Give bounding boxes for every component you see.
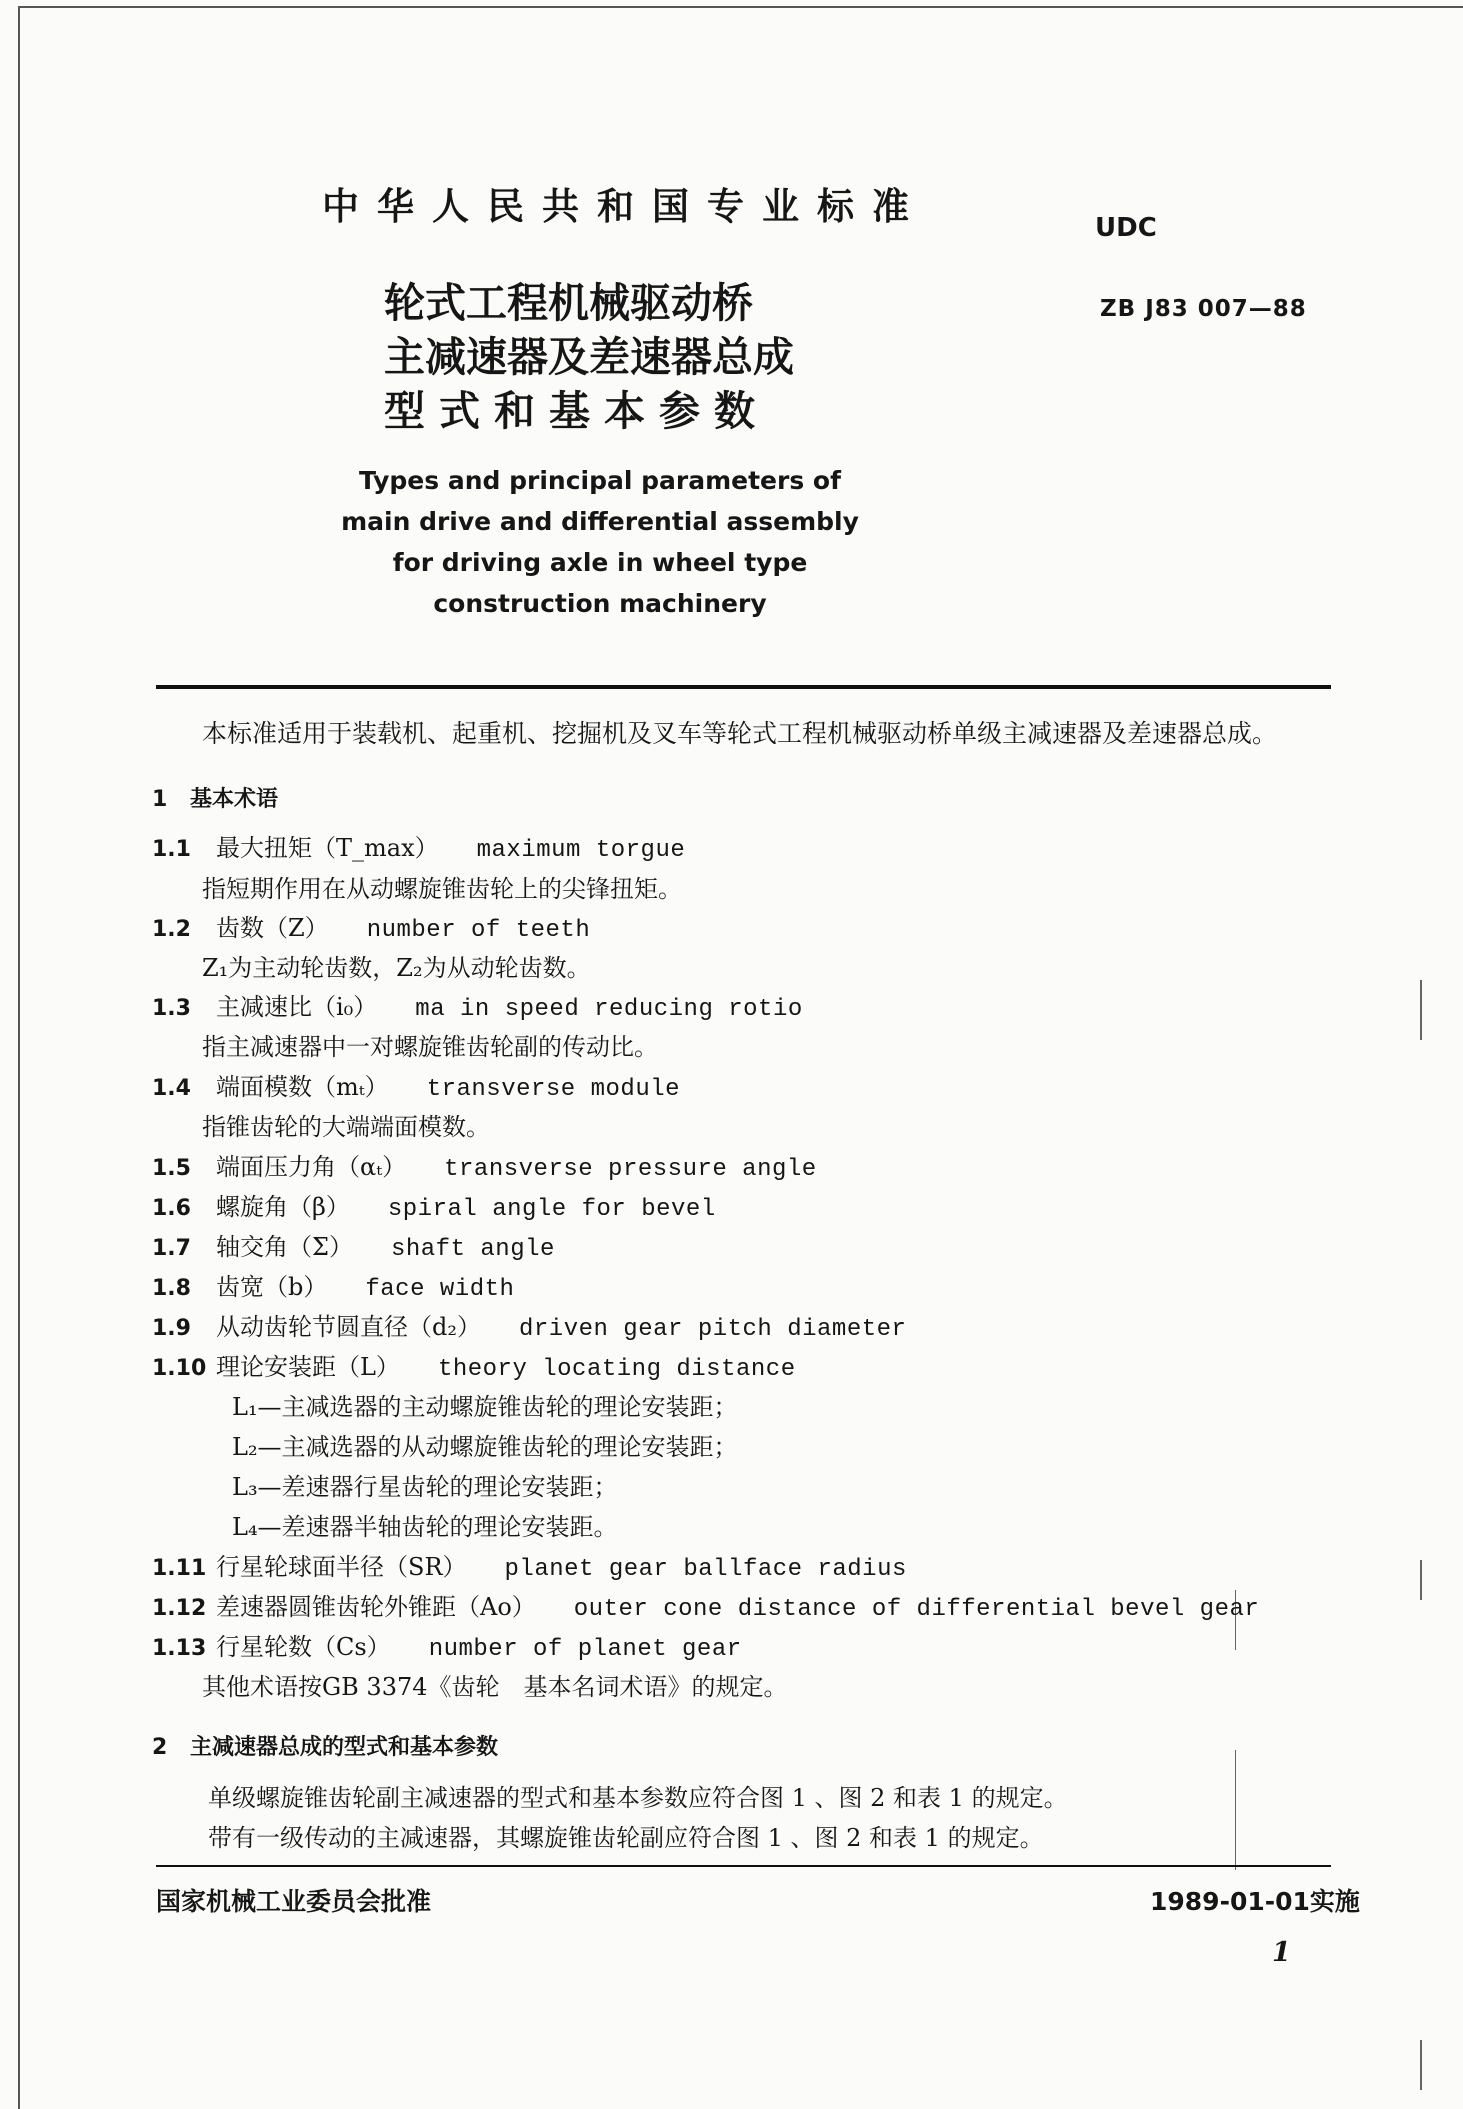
title-cn-line: 主减速器及差速器总成 xyxy=(384,333,794,381)
footer-divider xyxy=(156,1865,1331,1867)
other-terms-note: 其他术语按GB 3374《齿轮 基本名词术语》的规定。 xyxy=(202,1673,788,1701)
section-2-paragraph: 带有一级传动的主减速器，其螺旋锥齿轮副应符合图 1 、图 2 和表 1 的规定。 xyxy=(208,1824,1044,1852)
term-1-1: 1.1 最大扭矩（T_max） maximum torgue xyxy=(152,834,686,864)
page-border-top xyxy=(18,6,1463,8)
section-number: 2 xyxy=(152,1735,168,1760)
term-description: L₂—主减选器的从动螺旋锥齿轮的理论安装距； xyxy=(232,1433,738,1461)
section-title: 基本术语 xyxy=(190,787,279,812)
title-en-line: for driving axle in wheel type xyxy=(392,548,808,577)
national-standard-heading: 中华人民共和国专业标准 xyxy=(322,185,927,228)
term-1-3: 1.3 主减速比（i₀） ma in speed reducing rotio xyxy=(152,993,803,1023)
standard-number: ZB J83 007—88 xyxy=(1100,296,1307,322)
section-2-heading xyxy=(152,1730,498,1761)
term-description: Z₁为主动轮齿数，Z₂为从动轮齿数。 xyxy=(202,954,591,982)
term-1-4: 1.4 端面模数（mₜ） transverse module xyxy=(152,1073,681,1103)
term-description: 指短期作用在从动螺旋锥齿轮上的尖锋扭矩。 xyxy=(202,875,682,903)
term-description: 指锥齿轮的大端端面模数。 xyxy=(202,1113,490,1141)
term-1-11: 1.11 行星轮球面半径（SR） planet gear ballface radius xyxy=(152,1553,907,1583)
scan-mark xyxy=(1235,1750,1236,1870)
scan-mark xyxy=(1420,980,1422,1040)
term-description: L₃—差速器行星齿轮的理论安装距； xyxy=(232,1473,618,1501)
term-description: L₄—差速器半轴齿轮的理论安装距。 xyxy=(232,1513,618,1541)
term-1-13: 1.13 行星轮数（Cs） number of planet gear xyxy=(152,1633,742,1663)
term-1-2: 1.2 齿数（Z） number of teeth xyxy=(152,914,591,944)
title-chinese xyxy=(384,276,794,438)
term-1-10: 1.10 理论安装距（L） theory locating distance xyxy=(152,1353,796,1383)
term-description: L₁—主减选器的主动螺旋锥齿轮的理论安装距； xyxy=(232,1393,738,1421)
title-cn-line: 轮式工程机械驱动桥 xyxy=(384,279,753,327)
header-divider xyxy=(156,685,1331,689)
scan-mark xyxy=(1420,1560,1422,1600)
term-1-7: 1.7 轴交角（Σ） shaft angle xyxy=(152,1233,555,1263)
section-title: 主减速器总成的型式和基本参数 xyxy=(190,1735,499,1760)
title-en-line: main drive and differential assembly xyxy=(341,507,859,536)
section-2-paragraph: 单级螺旋锥齿轮副主减速器的型式和基本参数应符合图 1 、图 2 和表 1 的规定。 xyxy=(208,1784,1068,1812)
term-1-5: 1.5 端面压力角（αₜ） transverse pressure angle xyxy=(152,1153,817,1183)
term-1-8: 1.8 齿宽（b） face width xyxy=(152,1273,515,1303)
effective-date: 1989-01-01实施 xyxy=(1150,1887,1360,1916)
title-en-line: construction machinery xyxy=(433,589,767,618)
term-description: 指主减速器中一对螺旋锥齿轮副的传动比。 xyxy=(202,1033,658,1061)
title-cn-line: 型式和基本参数 xyxy=(384,387,769,435)
section-number: 1 xyxy=(152,787,168,812)
approval-authority: 国家机械工业委员会批准 xyxy=(156,1887,432,1916)
section-1-heading xyxy=(152,782,278,813)
scope-paragraph: 本标准适用于装载机、起重机、挖掘机及叉车等轮式工程机械驱动桥单级主减速器及差速器总成。 xyxy=(202,719,1278,748)
udc-label: UDC xyxy=(1095,213,1157,243)
page-border-left xyxy=(18,6,20,2109)
term-1-6: 1.6 螺旋角（β） spiral angle for bevel xyxy=(152,1193,716,1223)
title-english xyxy=(300,460,900,624)
term-1-12: 1.12 差速器圆锥齿轮外锥距（Ao） outer cone distance of differential bevel gear xyxy=(152,1593,1260,1623)
term-1-9: 1.9 从动齿轮节圆直径（d₂） driven gear pitch diameter xyxy=(152,1313,907,1343)
scan-mark xyxy=(1420,2040,1422,2090)
title-en-line: Types and principal parameters of xyxy=(359,466,841,495)
page-number: 1 xyxy=(1272,1937,1291,1968)
